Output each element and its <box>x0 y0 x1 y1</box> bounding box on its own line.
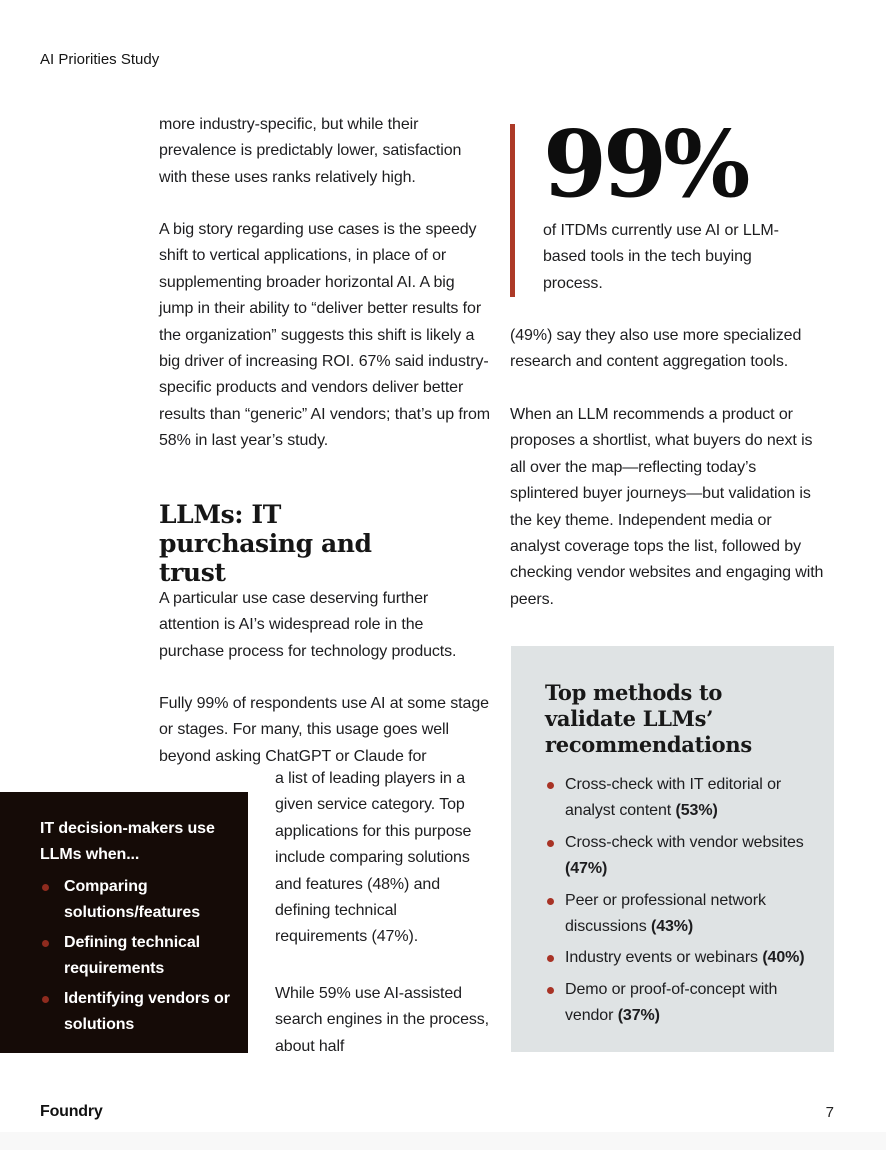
list-item <box>40 986 232 1038</box>
body-paragraph: more industry-specific, but while their prevalence is predictably lower, satisfaction with these uses ranks relatively high. <box>159 116 462 186</box>
list-item <box>545 888 810 941</box>
list-item-text: Industry events or webinars <box>565 949 758 967</box>
body-paragraph: Fully 99% of respondents use AI at some stage or stages. For many, this usage goes well beyond asking ChatGPT or Claude for <box>159 695 489 765</box>
bullet-icon <box>547 955 554 962</box>
body-paragraph-wrapped: a list of leading players in a given service category. Top applications for this purpose include comparing solutions and features (48%) and defining technical requirements (47%). <box>275 770 472 946</box>
bullet-icon <box>547 782 554 789</box>
stat-caption: of ITDMs currently use AI or LLM-based tools in the tech buying process. <box>543 222 779 292</box>
body-paragraph: (49%) say they also use more specialized research and content aggregation tools. <box>510 327 802 371</box>
bullet-icon <box>547 898 554 905</box>
bullet-icon <box>547 840 554 847</box>
list-item-value: (37%) <box>617 1007 660 1025</box>
list-item-text: Demo or proof-of-concept with vendor <box>565 980 778 1025</box>
llm-use-cases-list <box>40 874 232 1038</box>
study-title: AI Priorities Study <box>40 51 160 68</box>
bullet-icon <box>42 940 49 947</box>
list-item-text: Peer or professional network discussions <box>565 891 766 936</box>
llm-use-cases-panel <box>0 792 248 1053</box>
list-item <box>545 945 810 971</box>
list-item <box>545 772 810 825</box>
list-item <box>545 977 810 1030</box>
list-item <box>40 874 232 926</box>
panel-title: Top methods to validate LLMs’ recommendations <box>545 680 752 757</box>
validation-methods-panel <box>511 646 834 1052</box>
validation-methods-list <box>545 772 810 1030</box>
brand-logo: Foundry <box>40 1103 103 1120</box>
list-item-value: (53%) <box>675 802 718 820</box>
body-paragraph: A particular use case deserving further attention is AI’s widespread role in the purchase process for technology products. <box>159 590 457 660</box>
section-heading: LLMs: IT purchasing and trust <box>159 500 372 587</box>
panel-title: IT decision-makers use LLMs when... <box>40 820 215 863</box>
body-paragraph: A big story regarding use cases is the speedy shift to vertical applications, in place of or supplementing broader horizontal AI. A big jump in their ability to “deliver better results for the organization” suggests this shift is likely a big driver of increasing ROI. 67% said industry-specific products and vendors deliver better results than “generic” AI vendors; that’s up from 58% in last year’s study. <box>159 221 490 450</box>
bullet-icon <box>42 996 49 1003</box>
list-item <box>40 930 232 982</box>
list-item-text: Cross-check with IT editorial or analyst content <box>565 776 782 820</box>
bullet-icon <box>547 987 554 994</box>
list-item-text: Cross-check with vendor websites <box>565 833 804 851</box>
page-edge-strip <box>0 1132 886 1150</box>
list-item-value: (40%) <box>762 949 805 967</box>
bullet-icon <box>42 884 49 891</box>
list-item-text: Defining technical requirements <box>64 934 200 977</box>
list-item-text: Comparing solutions/features <box>64 878 201 921</box>
body-paragraph-wrapped: While 59% use AI-assisted search engines in the process, about half <box>275 985 490 1055</box>
list-item-value: (43%) <box>650 918 694 936</box>
stat-callout <box>510 110 800 297</box>
list-item <box>545 830 810 883</box>
stat-value: 99% <box>543 110 747 218</box>
body-paragraph: When an LLM recommends a product or proposes a shortlist, what buyers do next is all over the map—reflecting today’s splintered buyer journeys—but validation is the key theme. Independent media or analyst coverage tops the list, followed by checking vendor websites and engaging with peers. <box>510 406 824 608</box>
list-item-value: (47%) <box>565 860 608 878</box>
page-number: 7 <box>825 1104 834 1121</box>
list-item-text: Identifying vendors or solutions <box>64 990 230 1033</box>
